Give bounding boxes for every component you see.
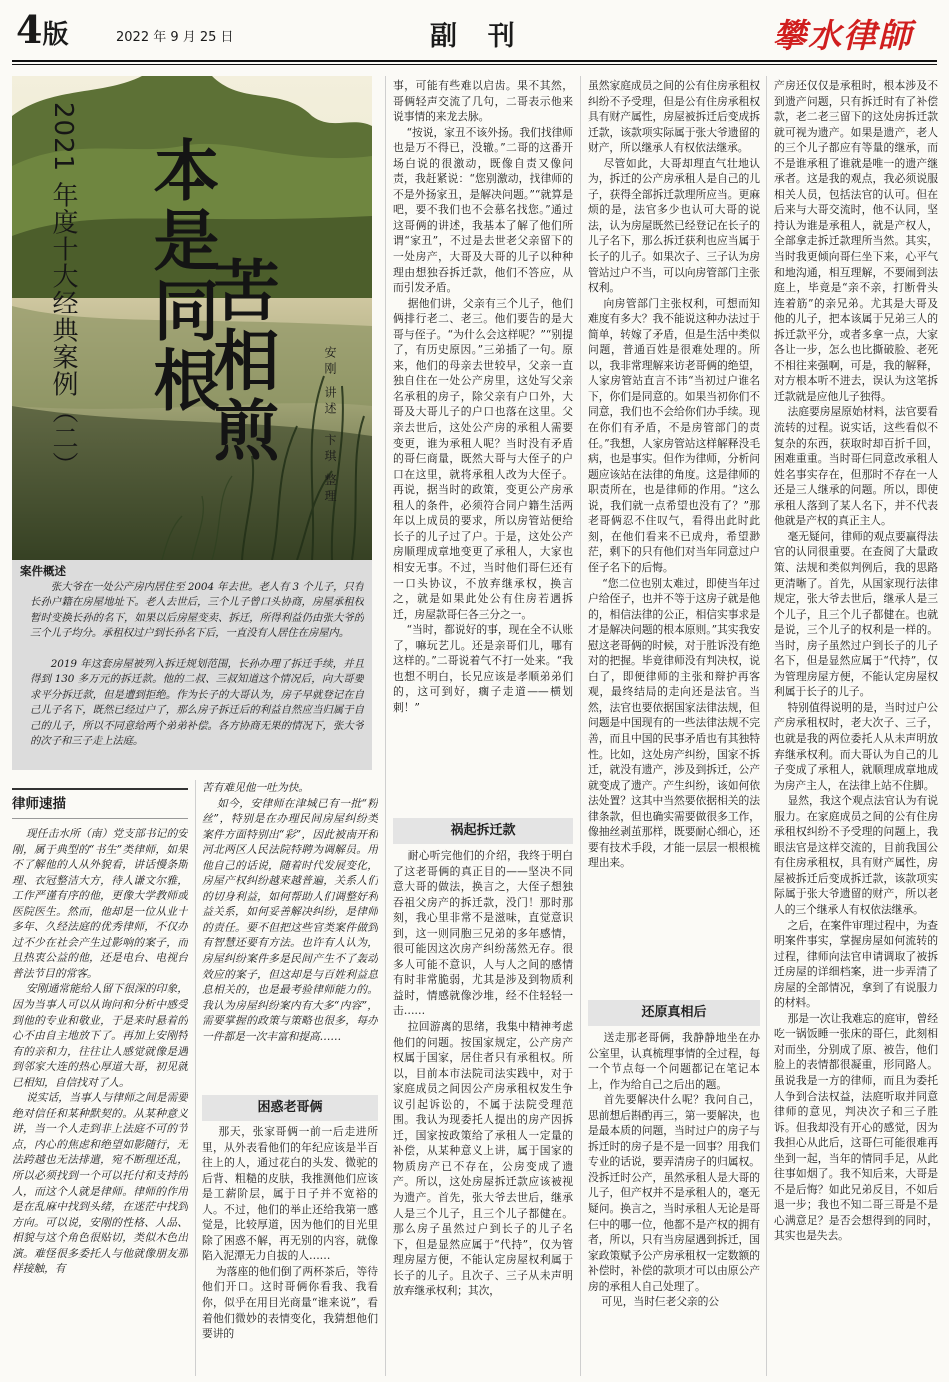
column-rule	[580, 76, 581, 1376]
article-text: 耐心听完他们的介绍，我终于明白了这老哥俩的真正目的——坚决不同意大哥的做法，换言之，大侄子想独吞祖父房产的拆迁款，没门！那时那刻，我心里非常不是滋味，直觉意识到，这一则同胞三兄弟的多年感情，很可能因这次房产纠纷荡然无存。很多人可能不意识，人与人之间的感情有时非常脆弱，尤其是涉及到物质利益时，情感就像沙堆，经不住轻轻一击…… 拉回游离的思绪，我集中精神考虑他们的问题。按国家规定，公产房产权属于国家，居住者只有承租权。所以，目前本市法院司法实践中，对于家庭成员之间因公产房承租权发生争议引起诉讼的，不属于法院受理范围。我认为现委托人提出的房产因拆迁，国家按政策给了承租人一定量的补偿，从某种意义上讲，属于国家的物质房产已不存在，公房变成了遗产。所以，这处房屋拆迁款应该被视为遗产。首先，张大爷去世后，继承人是三个儿子，且三个儿子都健在。那么房子虽然过户到长子的儿子名下，但是显然应属于“代持”，仅为管理房屋方便，不能认定房屋权利属于长子的儿子。且次子、三子从未声明放弃继承权利；其次，	[393, 849, 573, 1298]
headline-part-1: 本是同根	[142, 136, 219, 416]
feature-photo	[12, 76, 372, 560]
header-rule	[12, 60, 937, 62]
page-number	[16, 8, 68, 57]
case-summary-paragraph: 2019 年这套房屋被列入拆迁规划范围，长孙办理了拆迁手续，并且得到 130 多万元的拆迁款。他的二叔、三叔知道这个情况后，向大哥要求平分拆迁款，但是遭到拒绝。作为长子的大哥认为，房子早就登记在自己儿子名下，既然已经过户了，那么房子拆迁后的利益自然应当归属于自己的儿子，所以不同意给两个弟弟补偿。各方协商无果的情况下，张大爷的次子和三子走上法庭。	[30, 658, 364, 748]
column-rule	[385, 76, 386, 1376]
lawyer-heading: 律师速描	[12, 796, 66, 812]
issue-date: 2022 年 9 月 25 日	[116, 30, 234, 45]
section-title: 副 刊	[430, 21, 519, 52]
article-text: 苦有难见他一吐为快。 如今，安律师在津城已有一批“粉丝”，特别是在办理民间房屋纠纷类案件方面特别出“彩”，因此被南开和河北两区人民法院特聘为调解员。用他自己的话说，随着时代发展变化，房屋产权纠纷越来越普遍，关系人们的切身利益，如何帮助人们调整好利益关系，如何妥善解决纠纷，是律师的责任。要不但把这些官类案件做到有智慧还要有方法。也许有人认为，房屋纠纷案件多是民间产生不了轰动效应的案子，但这却是与百姓利益息息相关的，也是最考验律师能力的。我认为房屋纠纷案内有大多“内容”，需要掌握的政策与策略也很多，每办一件都是一次丰富和提高……	[202, 781, 378, 1043]
section-heading-confused-brothers: 困惑老哥俩	[202, 1095, 378, 1121]
article-text: 产房还仅仅是承租时，根本涉及不到遗产问题，只有拆迁时有了补偿款，老二老三留下的这处房拆迁款就可视为遗产。如果是遗产，老人的三个儿子都应有等量的继承，而不是谁承租了谁就是唯一的遗产继承者。这是我的观点，我必须说服相关人员，包括法官的认可。但在后来与大哥交流时，他不认同，坚持认为谁是承租人，就是产权人，全部拿走拆迁款理所当然。其实，当时我更倾向哥仨坐下来，心平气和地沟通，相互理解，不要闹到法庭上，毕竟是“亲不亲，打断骨头连着筋”的亲兄弟。尤其是大哥及他的儿子，把本该属于兄弟三人的拆迁款平分，或者多拿一点，大家各让一步，怎么也比撕破脸、老死不相往来强啊，可是，我的解释，对方根本听不进去，误认为这笔拆迁款就是应他儿子独得。 法庭要房屋原始材料，法官要看流转的过程。说实话，这些看似不复杂的东西，获取时却百折千回，困难重重。当时哥仨同意改承租人姓名事实存在，但那时不存在一人还是三人继承的问题。所以，即使承租人落到了某人名下，并不代表他就是产权的真正主人。 毫无疑问，律师的观点要赢得法官的认同很重要。在查阅了大量政策、法规和类似判例后，我的思路更清晰了。首先，从国家现行法律规定，张大爷去世后，继承人是三个儿子，且三个儿子都健在。也就是说，三个儿子的权利是一样的。当时，房子虽然过户到长子的儿子名下，但是显然应属于“代持”，仅为管理房屋方便，不能认定房屋权利属于长子的儿子。 特别值得说明的是，当时过户公产房承租权时，老大次子、三子，也就是我的两位委托人从未声明放弃继承权利。而大哥认为自己的儿子变成了承租人，就顺理成章地成为房产主人，在法律上站不住脚。 显然，我这个观点法官认为有说服力。在家庭成员之间的公有住房承租权纠纷不予受理的问题上，我眼法官是这样交流的，目前我国公有住房承租权，具有财产属性，房屋被拆迁后变成拆迁款，该款项实际属于张大爷遗留的财产，所以老人的三个继承人有权依法继承。 之后，在案件审理过程中，为查明案件事实，掌握房屋如何流转的过程，律师向法官申请调取了被拆迁房屋的详细档案，进一步弄清了房屋的全部情况，拿到了有说服力的材料。 那是一次让我难忘的庭审，曾经吃一锅饭睡一张床的哥仨，此刻相对而坐，分别成了原、被告，他们脸上的表情都很凝重，形同路人。虽说我是一方的律师，而且为委托人争到合法权益，法庭听取并同意律师的意见，判决次子和三子胜诉。但我却没有开心的感觉，因为我担心从此后，这哥仨可能很难再坐到一起，当年的情同手足，从此往事如烟了。我不知后来，大哥是不是后悔？如此兄弟反目，不如后退一步；我也不知二哥三哥是不是心满意足？是否会想得到的同时，其实也是失去。	[774, 79, 938, 1243]
article-text: 虽然家庭成员之间的公有住房承租权纠纷不予受理，但是公有住房承租权具有财产属性，房屋被拆迁后变成拆迁款，该款项实际属于张大爷遗留的财产，所以继承人有权依法继承。 尽管如此，大哥却理直气壮地认为，拆迁的公产房承租人是自己的儿子，获得全部拆迁款理所应当。更麻烦的是，法官多少也认可大哥的说法，认为房屋既然已经登记在长子的儿子名下，那么拆迁获利也应当属于长子的儿子。如果次子、三子认为房管站过户不当，可以向房管部门主张权利。 向房管部门主张权利，可想而知难度有多大？我不能说这种办法过于简单，转嫁了矛盾，但是生活中类似问题，普通百姓是很难处理的。所以，我非常理解来访老哥俩的绝望，人家房管站直言不讳“当初过户谁名下，你们是同意的。如果当初你们不同意，我们也不会给你们办手续。现在你们有矛盾，不是房管部门的责任。”我想，人家房管站这样解释没毛病，也是事实。但作为律师，分析问题应该站在法律的角度。这是律师的职责所在，也是律师的作用。“这么说，我们就一点希望也没有了？”那老哥俩忍不住叹气，看得出此时此刻，在他们看来不已成舟，希望渺茫，剩下的只有他们对当年同意过户侄子名下的后悔。 “您二位也别太难过，即使当年过户给侄子，也并不等于这房子就是他的，相信法律的公正，相信实事求是才是解决问题的根本原则。”其实我安慰这老哥俩的时候，对于胜诉没有绝对的把握。毕竟律师没有判决权，说白了，即便律师的主张和辩护再客观，最终结局的走向还是法官。当然，法官也要依据国家法律法规，但问题是中国现有的一些法律法规不完善，而且中国的民事矛盾也有其独特性。比如，这处房产纠纷，国家不拆迁，就没有遗产，涉及到拆迁，公产就变成了遗产。产生纠纷，该如何依法处置？这其中当然要依据相关的法律条款，但也确实需要做很多工作，像抽丝剥茧那样，既要耐心细心，还要有技术手段，才能一层层一根根梳理出来。	[588, 79, 760, 870]
page-number-digit: 4	[16, 7, 43, 52]
case-summary-paragraph: 张大爷在一处公产房内居住至 2004 年去世。老人有 3 个儿子，只有长孙户籍在房屋地址下。老人去世后，三个儿子曾口头协商，房屋承租权暂时变换长孙的名下，如果以后房屋变卖、拆迁，所得利益仍由张大爷的三个儿子均分。承租权过户到长孙名下后，一直没有人居住在房屋内。	[30, 581, 364, 640]
series-title: 2021 年度十大经典案例（二）	[48, 102, 78, 479]
page-header	[0, 0, 949, 62]
column-rule	[766, 76, 767, 1376]
section-heading-truth-restored: 还原真相后	[588, 1000, 760, 1026]
case-summary-box	[12, 560, 372, 770]
case-summary-title: 案件概述	[20, 564, 66, 578]
byline: 安刚 讲述 卞琪 整理	[323, 346, 337, 506]
section-heading-demolition-dispute: 祸起拆迁款	[393, 818, 573, 844]
page-number-unit: 版	[42, 20, 69, 50]
header-rule-thin	[12, 64, 937, 65]
article-text: 送走那老哥俩，我静静地坐在办公室里，认真梳理事情的全过程，每一个节点每一个问题都记在笔记本上，作为给自己之后出的题。 首先要解决什么呢？我问自己，思前想后斟酌再三，第一要解决，也是最本质的问题，当时过户的房子与拆迁时的房子是不是一回事？用我们专业的话说，要弄清房子的归属权。没拆迁时公产，虽然承租人是大哥的儿子，但产权并不是承租人的，毫无疑问。换言之，当时承租人无论是哥仨中的哪一位，他都不是产权的拥有者，所以，只有当房屋遇到拆迁，国家政策赋予公产房承租权一定数额的补偿时，补偿的款项才可以由原公产房的承租人自己处理了。 可见，当时仨老父亲的公	[588, 1031, 760, 1309]
lawyer-profile-text: 现任击水所（南）党支部书记的安刚，属于典型的“书生”类律师，如果不了解他的人从外貌看，讲话慢条斯理、衣冠整洁大方，待人谦文尔雅，工作严谨有序的他，更像大学教师或医院医生。然而，他却是一位从业十多年、久经法庭的优秀律师，不仅办过不少在社会产生过影响的案子，而且热衷公益的他，还是电台、电视台普法节目的常客。 安刚通常能给人留下很深的印象，因为当事人可以从询问和分析中感受到他的专业和敬业，于是来时悬着的心不由自主地放下了。再加上安刚特有的亲和力，往往让人感觉就像是遇到邻家大连的热心厚道大哥，初见就已相知，自信找对了人。 说实话，当事人与律师之间是需要绝对信任和某种默契的。从某种意义讲，当一个人走到非上法庭不可的节点，内心的焦虑和绝望如影随行，无法跨越也无法排遣，宛不断理还乱，所以必须找到一个可以托付和支持的人，而这个人就是律师。律师的作用是在乱麻中找到头绪，在迷茫中找到方向。可以说，安刚的性格、人品、相貌与这个角色很贴切，类似木色出演。难怪很多委托人与他就像朋友那样接触，有	[12, 827, 188, 1276]
headline-part-2: 苦相煎	[202, 256, 279, 466]
article-text: 那天，张家哥俩一前一后走进所里，从外表看他们的年纪应该是半百往上的人，通过花白的头发、微驼的后背、粗糙的皮肤，我推测他们应该是工薪阶层，属于日子并不宽裕的人。不过，他们的举止还给我第一感觉是，比较厚道，因为他们的目光里除了困惑不解，再无别的内容，就像陷入泥潭无力自拔的人…… 为落座的他们倒了两杯茶后，等待他们开口。这时哥俩你看我、我看你，似乎在用目光商量“谁来说”，看着他们微妙的表情变化，我猜想他们要讲的	[202, 1125, 378, 1341]
lawyer-heading-box	[12, 788, 188, 819]
column-rule	[195, 780, 196, 1376]
article-text: 事，可能有些难以启齿。果不其然，哥俩轻声交流了几句，二哥表示他来说事情的来龙去脉。 “按说，家丑不该外扬。我们找律师也是万不得已，没辙。”二哥的这番开场白说的很激动，既像自责又像问责，我赶紧说：“您别激动，找律师的不是外扬家丑，是解决问题。”“就算是吧，要不我们也不会慕名找您。”通过这哥俩的讲述，我基本了解了他们所谓“家丑”，不过是去世老父亲留下的一处房产，大哥及大哥的儿子以种种理由想独吞拆迁款，他们不答应，从而引发矛盾。 据他们讲，父亲有三个儿子，他们俩排行老二、老三。他们要告的是大哥与侄子。“为什么会这样呢？”“别提了，有历史原因。”三弟插了一句。原来，他们的母亲去世较早，父亲一直独自住在一处公产房里，这处写父亲名承租的房子，除父亲有户口外，大哥及大哥儿子的户口也落在这里。父亲去世后，这处公产房的承租人需要变更，谁为承租人呢？当时没有矛盾的哥仨商量，既然大哥与大侄子的户口在这里，就将承租人改为大侄子。再说，据当时的政策，变更公产房承租人的条件，必须符合同户籍生活两年以上成员的要求，所以房管站便给长子的儿子过了户。于是，这处公产房顺理成章地变更了承租人，大家也相安无事。不过，当时他们哥仨还有一口头协议，不放弃继承权，换言之，就是如果此处公有住房若遇拆迁，房屋款哥仨各三分之一。 “当时，都说好的事，现在全不认账了，嘛玩艺儿。还是亲哥们儿，哪有这样的。”二哥说着气不打一处来。“我也想不明白，长兄应该是孝顺弟弟们的，这可到好，瘸子走道——横划刺！”	[393, 79, 573, 714]
masthead-logo: 攀水律師	[773, 16, 913, 55]
